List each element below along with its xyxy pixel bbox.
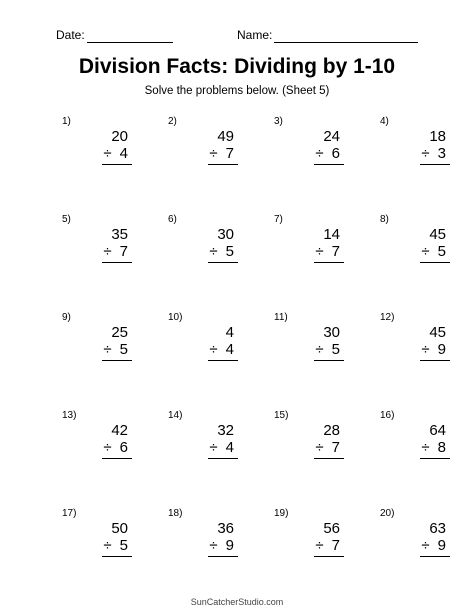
divisor-row bbox=[315, 537, 340, 554]
division-symbol: ÷ bbox=[421, 243, 430, 260]
problem-number: 3) bbox=[274, 116, 283, 127]
divisor-row bbox=[421, 439, 446, 456]
answer-line[interactable] bbox=[420, 262, 450, 263]
divisor: 9 bbox=[225, 537, 234, 554]
division-symbol: ÷ bbox=[315, 145, 324, 162]
answer-line[interactable] bbox=[102, 556, 132, 557]
dividend: 32 bbox=[217, 422, 234, 439]
division-symbol: ÷ bbox=[315, 341, 324, 358]
divisor-row bbox=[315, 439, 340, 456]
division-problem bbox=[274, 214, 346, 274]
problem-number: 6) bbox=[168, 214, 177, 225]
division-problem bbox=[274, 116, 346, 176]
division-symbol: ÷ bbox=[103, 243, 112, 260]
division-problem bbox=[380, 312, 452, 372]
dividend: 30 bbox=[323, 324, 340, 341]
dividend: 30 bbox=[217, 226, 234, 243]
division-symbol: ÷ bbox=[209, 537, 218, 554]
problem-number: 9) bbox=[62, 312, 71, 323]
division-problem bbox=[274, 410, 346, 470]
division-symbol: ÷ bbox=[315, 243, 324, 260]
divisor-row bbox=[421, 341, 446, 358]
division-problem bbox=[168, 312, 240, 372]
problem-number: 13) bbox=[62, 410, 77, 421]
problem-number: 5) bbox=[62, 214, 71, 225]
division-symbol: ÷ bbox=[315, 537, 324, 554]
problem-number: 18) bbox=[168, 508, 183, 519]
divisor: 8 bbox=[437, 439, 446, 456]
divisor: 9 bbox=[437, 341, 446, 358]
answer-line[interactable] bbox=[314, 262, 344, 263]
answer-line[interactable] bbox=[208, 360, 238, 361]
answer-line[interactable] bbox=[208, 164, 238, 165]
answer-line[interactable] bbox=[102, 360, 132, 361]
divisor: 7 bbox=[119, 243, 128, 260]
division-symbol: ÷ bbox=[421, 537, 430, 554]
answer-line[interactable] bbox=[208, 262, 238, 263]
division-problem bbox=[380, 214, 452, 274]
division-problem bbox=[380, 116, 452, 176]
dividend: 45 bbox=[429, 226, 446, 243]
division-problem bbox=[62, 312, 134, 372]
divisor: 9 bbox=[437, 537, 446, 554]
problem-number: 4) bbox=[380, 116, 389, 127]
divisor-row bbox=[103, 243, 128, 260]
division-symbol: ÷ bbox=[209, 145, 218, 162]
division-symbol: ÷ bbox=[421, 439, 430, 456]
dividend: 49 bbox=[217, 128, 234, 145]
problem-number: 8) bbox=[380, 214, 389, 225]
division-symbol: ÷ bbox=[209, 439, 218, 456]
answer-line[interactable] bbox=[420, 360, 450, 361]
divisor-row bbox=[209, 439, 234, 456]
divisor: 5 bbox=[437, 243, 446, 260]
problem-number: 17) bbox=[62, 508, 77, 519]
division-symbol: ÷ bbox=[103, 341, 112, 358]
problem-number: 15) bbox=[274, 410, 289, 421]
division-problem bbox=[62, 116, 134, 176]
answer-line[interactable] bbox=[102, 458, 132, 459]
division-symbol: ÷ bbox=[209, 341, 218, 358]
divisor-row bbox=[103, 145, 128, 162]
divisor: 5 bbox=[225, 243, 234, 260]
division-problem bbox=[168, 214, 240, 274]
divisor-row bbox=[209, 341, 234, 358]
division-symbol: ÷ bbox=[209, 243, 218, 260]
date-label: Date: bbox=[56, 28, 85, 42]
answer-line[interactable] bbox=[314, 164, 344, 165]
dividend: 25 bbox=[111, 324, 128, 341]
answer-line[interactable] bbox=[102, 164, 132, 165]
division-problem bbox=[168, 410, 240, 470]
date-field[interactable] bbox=[56, 27, 173, 43]
divisor-row bbox=[209, 537, 234, 554]
divisor-row bbox=[103, 537, 128, 554]
problem-number: 10) bbox=[168, 312, 183, 323]
dividend: 20 bbox=[111, 128, 128, 145]
dividend: 4 bbox=[225, 324, 234, 341]
divisor: 4 bbox=[225, 341, 234, 358]
name-blank-line[interactable] bbox=[274, 30, 418, 43]
problem-number: 14) bbox=[168, 410, 183, 421]
answer-line[interactable] bbox=[208, 556, 238, 557]
divisor: 6 bbox=[331, 145, 340, 162]
divisor: 7 bbox=[225, 145, 234, 162]
division-problem bbox=[380, 410, 452, 470]
divisor: 3 bbox=[437, 145, 446, 162]
division-symbol: ÷ bbox=[103, 145, 112, 162]
problem-number: 1) bbox=[62, 116, 71, 127]
divisor-row bbox=[103, 341, 128, 358]
division-symbol: ÷ bbox=[315, 439, 324, 456]
answer-line[interactable] bbox=[420, 164, 450, 165]
dividend: 28 bbox=[323, 422, 340, 439]
division-symbol: ÷ bbox=[421, 145, 430, 162]
dividend: 42 bbox=[111, 422, 128, 439]
problem-number: 7) bbox=[274, 214, 283, 225]
dividend: 56 bbox=[323, 520, 340, 537]
dividend: 45 bbox=[429, 324, 446, 341]
divisor-row bbox=[103, 439, 128, 456]
answer-line[interactable] bbox=[314, 360, 344, 361]
worksheet-header bbox=[0, 27, 474, 43]
division-problem bbox=[168, 508, 240, 568]
answer-line[interactable] bbox=[102, 262, 132, 263]
division-problem bbox=[380, 508, 452, 568]
divisor: 5 bbox=[331, 341, 340, 358]
divisor: 6 bbox=[119, 439, 128, 456]
divisor-row bbox=[209, 243, 234, 260]
answer-line[interactable] bbox=[314, 556, 344, 557]
problem-grid bbox=[0, 116, 474, 586]
division-problem bbox=[168, 116, 240, 176]
name-field[interactable] bbox=[237, 27, 418, 43]
problem-number: 16) bbox=[380, 410, 395, 421]
divisor: 7 bbox=[331, 537, 340, 554]
problem-number: 12) bbox=[380, 312, 395, 323]
dividend: 64 bbox=[429, 422, 446, 439]
divisor-row bbox=[421, 537, 446, 554]
date-blank-line[interactable] bbox=[87, 30, 173, 43]
dividend: 35 bbox=[111, 226, 128, 243]
divisor: 5 bbox=[119, 537, 128, 554]
divisor-row bbox=[421, 145, 446, 162]
divisor-row bbox=[315, 243, 340, 260]
division-problem bbox=[274, 508, 346, 568]
division-problem bbox=[274, 312, 346, 372]
divisor-row bbox=[315, 145, 340, 162]
worksheet-subtitle: Solve the problems below. (Sheet 5) bbox=[144, 85, 330, 97]
dividend: 50 bbox=[111, 520, 128, 537]
divisor: 4 bbox=[119, 145, 128, 162]
problem-number: 11) bbox=[274, 312, 288, 323]
division-symbol: ÷ bbox=[103, 537, 112, 554]
problem-number: 20) bbox=[380, 508, 395, 519]
divisor-row bbox=[315, 341, 340, 358]
division-symbol: ÷ bbox=[103, 439, 112, 456]
dividend: 63 bbox=[429, 520, 446, 537]
divisor: 7 bbox=[331, 243, 340, 260]
dividend: 36 bbox=[217, 520, 234, 537]
name-label: Name: bbox=[237, 28, 273, 42]
divisor-row bbox=[209, 145, 234, 162]
division-problem bbox=[62, 508, 134, 568]
division-problem bbox=[62, 410, 134, 470]
divisor: 7 bbox=[331, 439, 340, 456]
worksheet-title: Division Facts: Dividing by 1-10 bbox=[78, 55, 396, 78]
division-problem bbox=[62, 214, 134, 274]
dividend: 14 bbox=[323, 226, 340, 243]
problem-number: 19) bbox=[274, 508, 289, 519]
answer-line[interactable] bbox=[420, 458, 450, 459]
dividend: 18 bbox=[429, 128, 446, 145]
divisor: 4 bbox=[225, 439, 234, 456]
answer-line[interactable] bbox=[208, 458, 238, 459]
problem-number: 2) bbox=[168, 116, 177, 127]
answer-line[interactable] bbox=[420, 556, 450, 557]
footer-credit: SunCatcherStudio.com bbox=[190, 597, 284, 607]
division-symbol: ÷ bbox=[421, 341, 430, 358]
dividend: 24 bbox=[323, 128, 340, 145]
divisor-row bbox=[421, 243, 446, 260]
answer-line[interactable] bbox=[314, 458, 344, 459]
divisor: 5 bbox=[119, 341, 128, 358]
